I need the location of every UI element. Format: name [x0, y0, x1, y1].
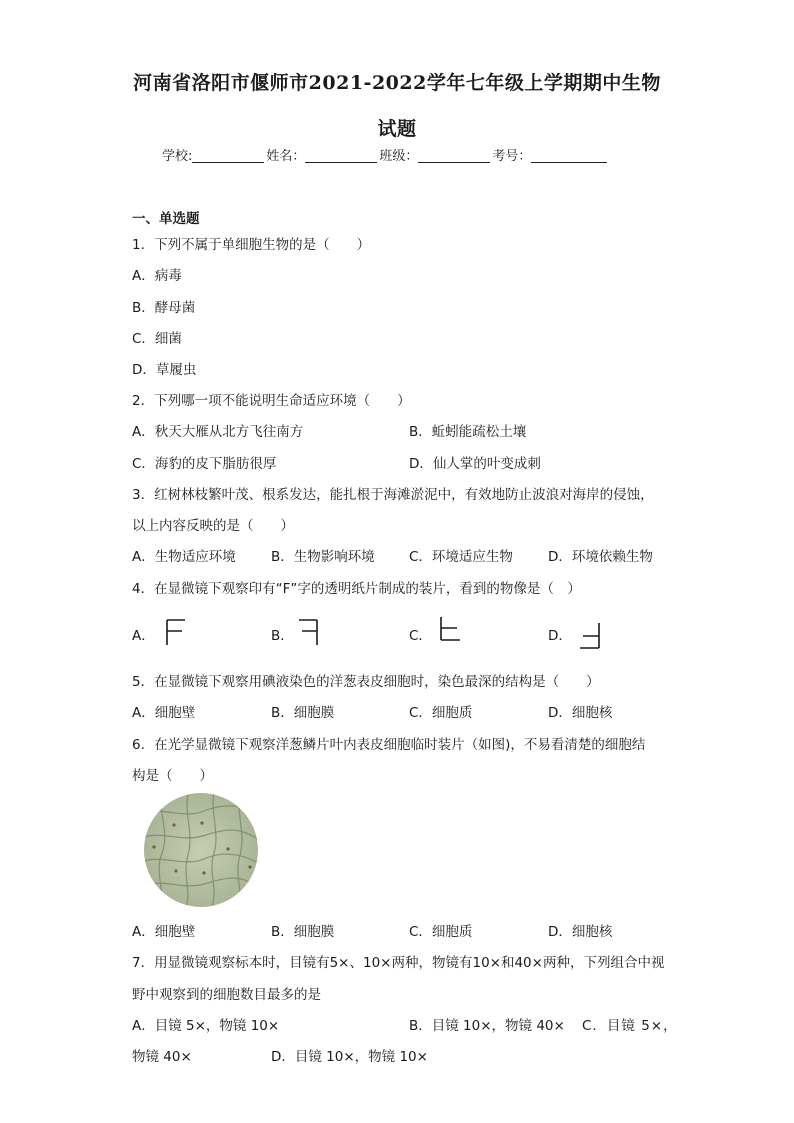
q7-option-c-continued: 物镜 40× — [132, 1049, 192, 1065]
q5-option-b: B．细胞膜 — [271, 705, 335, 721]
q4-option-b: B． — [271, 628, 294, 644]
q5-stem: 5．在显微镜下观察用碘液染色的洋葱表皮细胞时，染色最深的结构是（ ） — [132, 674, 600, 690]
q2-option-d: D．仙人掌的叶变成刺 — [409, 456, 541, 472]
q6-stem-line1: 6．在光学显微镜下观察洋葱鳞片叶内表皮细胞临时装片（如图)，不易看清楚的细胞结 — [132, 737, 646, 753]
q7-option-b: B．目镜 10×，物镜 40× — [409, 1018, 565, 1034]
q6-stem-line2: 构是（ ） — [132, 768, 213, 784]
q7-stem-line1: 7．用显微镜观察标本时，目镜有5×、10×两种，物镜有10×和40×两种，下列组合中视 — [132, 955, 665, 971]
q6-option-b: B．细胞膜 — [271, 924, 335, 940]
exam-title-line1: 河南省洛阳市偃师市2021-2022学年七年级上学期期中生物 — [133, 72, 661, 94]
exam-number-blank — [531, 148, 607, 163]
q3-option-a: A．生物适应环境 — [132, 549, 236, 565]
f-upright-icon — [162, 617, 188, 647]
name-blank — [305, 148, 377, 163]
onion-cell-micrograph — [144, 793, 258, 907]
q6-option-a: A．细胞壁 — [132, 924, 196, 940]
q7-option-c: C．目镜 5×， — [582, 1018, 678, 1034]
exam-number-label: 考号： — [492, 149, 532, 164]
q3-stem-line1: 3．红树林枝繁叶茂、根系发达，能扎根于海滩淤泥中，有效地防止波浪对海岸的侵蚀， — [132, 487, 654, 503]
q6-option-d: D．细胞核 — [548, 924, 613, 940]
exam-title-line2: 试题 — [377, 118, 417, 140]
school-label: 学校: — [162, 149, 193, 164]
q6-option-c: C．细胞质 — [409, 924, 473, 940]
q3-option-b: B．生物影响环境 — [271, 549, 375, 565]
q2-stem: 2．下列哪一项不能说明生命适应环境（ ） — [132, 393, 411, 409]
f-rotated-icon — [576, 620, 604, 652]
q5-option-d: D．细胞核 — [548, 705, 613, 721]
class-label: 班级： — [379, 149, 419, 164]
name-label: 姓名： — [266, 149, 306, 164]
q1-option-d: D．草履虫 — [132, 362, 197, 378]
section-heading: 一、单选题 — [132, 211, 200, 227]
school-blank — [192, 148, 264, 163]
q3-option-d: D．环境依赖生物 — [548, 549, 653, 565]
q2-option-a: A．秋天大雁从北方飞往南方 — [132, 424, 304, 440]
q4-stem: 4．在显微镜下观察印有“F”字的透明纸片制成的装片，看到的物像是（ ） — [132, 581, 581, 597]
q7-option-d: D．目镜 10×，物镜 10× — [271, 1049, 428, 1065]
q3-stem-line2: 以上内容反映的是（ ） — [132, 518, 294, 534]
q7-option-a: A．目镜 5×，物镜 10× — [132, 1018, 280, 1034]
q3-option-c: C．环境适应生物 — [409, 549, 513, 565]
q1-option-c: C．细菌 — [132, 331, 182, 347]
q4-option-a: A． — [132, 628, 155, 644]
q7-stem-line2: 野中观察到的细胞数目最多的是 — [132, 987, 321, 1003]
student-info-row — [162, 145, 609, 164]
q1-option-a: A．病毒 — [132, 268, 182, 284]
q1-stem: 1．下列不属于单细胞生物的是（ ） — [132, 237, 371, 253]
f-mirrored-icon — [296, 617, 322, 647]
q4-option-d: D． — [548, 628, 572, 644]
class-blank — [418, 148, 490, 163]
q2-option-b: B．蚯蚓能疏松土壤 — [409, 424, 527, 440]
q5-option-a: A．细胞壁 — [132, 705, 196, 721]
q5-option-c: C．细胞质 — [409, 705, 473, 721]
q1-option-b: B．酵母菌 — [132, 300, 196, 316]
q4-option-c: C． — [409, 628, 432, 644]
f-flipped-vertical-icon — [436, 615, 464, 643]
q2-option-c: C．海豹的皮下脂肪很厚 — [132, 456, 277, 472]
